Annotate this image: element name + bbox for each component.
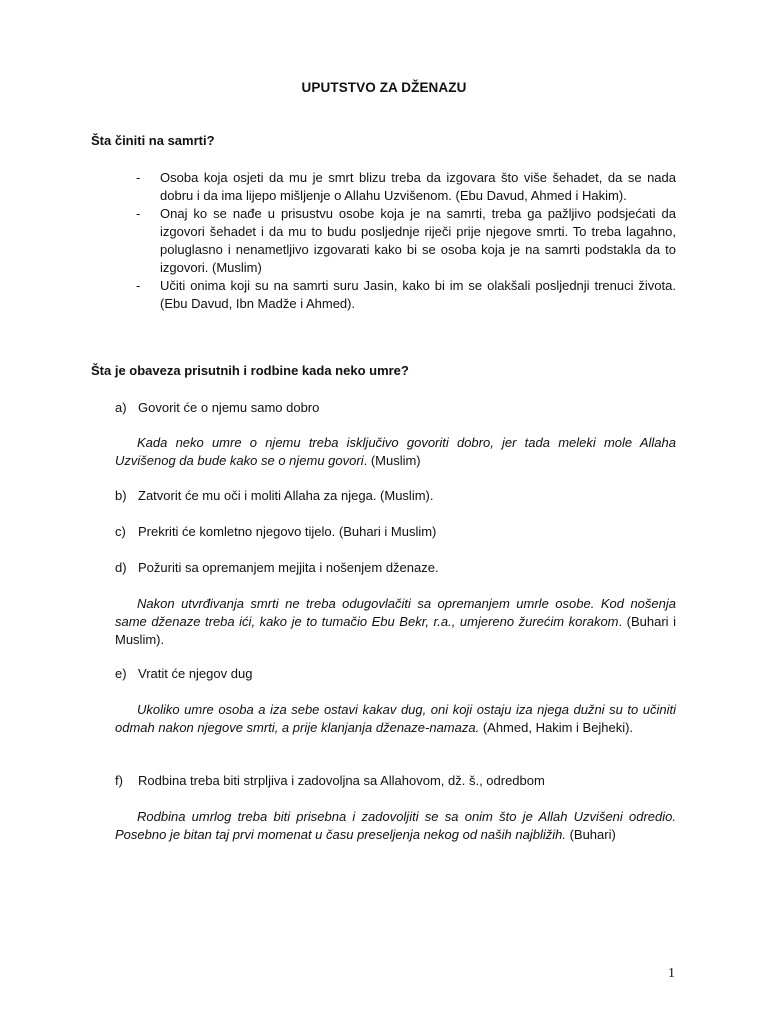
section-heading-obligations: Šta je obaveza prisutnih i rodbine kada neko umre?: [91, 363, 409, 378]
item-label: e): [115, 666, 127, 681]
list-item-a: [115, 399, 319, 417]
section-heading-dying: Šta činiti na samrti?: [91, 133, 215, 148]
item-text: Zatvorit će mu oči i moliti Allaha za njega. (Muslim).: [138, 488, 434, 503]
list-item-c: [115, 523, 436, 541]
item-label: c): [115, 524, 126, 539]
quote-text: Kada neko umre o njemu treba isključivo govoriti dobro, jer tada meleki mole Allaha Uzvišenog da bude kako se o njemu govori: [115, 435, 676, 468]
item-label: a): [115, 400, 127, 415]
item-text: Prekriti će komletno njegovo tijelo. (Buhari i Muslim): [138, 524, 437, 539]
source-text: (Buhari): [565, 827, 616, 842]
item-text: Rodbina treba biti strpljiva i zadovoljna sa Allahovom, dž. š., odredbom: [138, 773, 545, 788]
bullet-text: Onaj ko se nađe u prisustvu osobe koja je na samrti, treba ga pažljivo podsjećati da izgovori šehadet i da mu to budu posljednje riječi prije njegove smrti. To treba lagahno, poluglasno i nenametljivo izgovarati kako bi se osoba koja je na samrti podstakla da to izgovori. (Muslim): [160, 206, 676, 275]
list-item-d: [115, 559, 439, 577]
item-label: b): [115, 488, 127, 503]
item-text: Govorit će o njemu samo dobro: [138, 400, 320, 415]
item-text: Vratit će njegov dug: [138, 666, 253, 681]
item-text: Požuriti sa opremanjem mejjita i nošenjem dženaze.: [138, 560, 439, 575]
page-number: 1: [668, 966, 675, 981]
list-item-e: [115, 665, 252, 683]
list-item-b: [115, 487, 433, 505]
list-item: - Osoba koja osjeti da mu je smrt blizu treba da izgovara što više šehadet, da se nada dobru i da ima lijepo mišljenje o Allahu Uzvišenom. (Ebu Davud, Ahmed i Hakim).: [136, 170, 676, 203]
document-title: UPUTSTVO ZA DŽENAZU: [301, 80, 467, 95]
quote-text: Ukoliko umre osoba a iza sebe ostavi kakav dug, oni koji ostaju iza njega dužni su to učiniti odmah nakon njegove smrti, a prije klanjanja dženaze-namaza.: [115, 702, 676, 735]
item-label: d): [115, 560, 127, 575]
bullet-text: Osoba koja osjeti da mu je smrt blizu treba da izgovara što više šehadet, da se nada dobru i da ima lijepo mišljenje o Allahu Uzvišenom. (Ebu Davud, Ahmed i Hakim).: [160, 170, 676, 203]
source-text: . (Muslim): [363, 453, 421, 468]
paragraph-a: [115, 434, 676, 470]
list-item: - Učiti onima koji su na samrti suru Jasin, kako bi im se olakšali posljednji trenuci života. (Ebu Davud, Ibn Madže i Ahmed).: [136, 278, 676, 311]
paragraph-d: [115, 595, 676, 649]
list-item: - Onaj ko se nađe u prisustvu osobe koja je na samrti, treba ga pažljivo podsjećati da izgovori šehadet i da mu to budu posljednje riječi prije njegove smrti. To treba lagahno, poluglasno i nenametljivo izgovarati kako bi se osoba koja je na samrti podstakla da to izgovori. (Muslim): [136, 206, 676, 275]
source-text: (Ahmed, Hakim i Bejheki).: [479, 720, 634, 735]
item-label: f): [115, 773, 123, 788]
list-item-f: [115, 772, 545, 790]
quote-text: Rodbina umrlog treba biti prisebna i zadovoljiti se sa onim što je Allah Uzvišeni odredio. Posebno je bitan taj prvi momenat u času preseljenja nekog od naših najbližih.: [115, 809, 676, 842]
source-text: . (Buhari i Muslim).: [115, 614, 676, 647]
paragraph-e: [115, 701, 676, 737]
paragraph-f: [115, 808, 676, 844]
bullet-text: Učiti onima koji su na samrti suru Jasin, kako bi im se olakšali posljednji trenuci života. (Ebu Davud, Ibn Madže i Ahmed).: [160, 278, 676, 311]
dying-bullet-list: [136, 169, 676, 313]
quote-text: Nakon utvrđivanja smrti ne treba odugovlačiti sa opremanjem umrle osobe. Kod nošenja same dženaze treba ići, kako je to tumačio Ebu Bekr, r.a., umjereno žurećim korakom: [115, 596, 676, 629]
